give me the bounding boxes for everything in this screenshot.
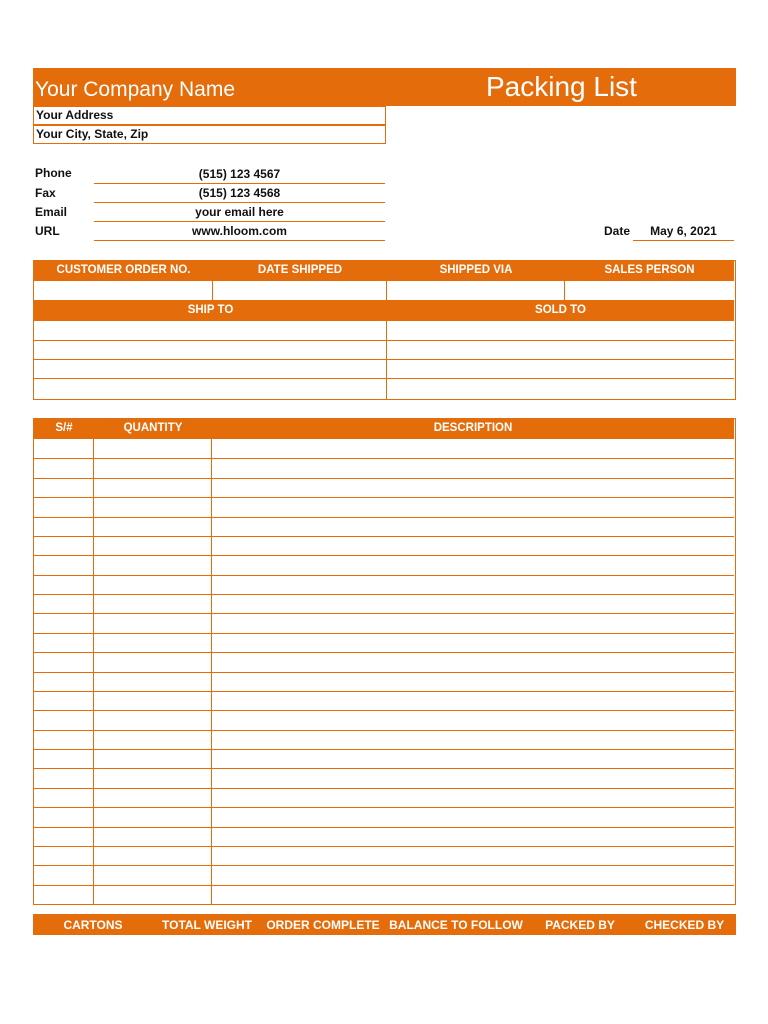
customer-order-no-header: CUSTOMER ORDER NO. xyxy=(56,264,191,276)
table-row[interactable] xyxy=(34,633,734,652)
footer-bar xyxy=(33,914,736,935)
divider xyxy=(212,281,213,300)
table-row[interactable] xyxy=(34,865,734,884)
table-row[interactable] xyxy=(34,594,734,613)
table-row[interactable] xyxy=(34,730,734,749)
row-divider xyxy=(34,749,734,750)
table-row[interactable] xyxy=(34,846,734,865)
row-divider xyxy=(34,865,734,866)
table-row[interactable] xyxy=(34,749,734,768)
fax-label: Fax xyxy=(35,186,56,200)
date-value[interactable]: May 6, 2021 xyxy=(633,223,734,241)
table-row[interactable] xyxy=(34,478,734,497)
cartons-label: CARTONS xyxy=(63,918,123,932)
row-divider xyxy=(34,710,734,711)
order-complete-label: ORDER COMPLETE xyxy=(266,918,380,932)
table-row[interactable] xyxy=(34,575,734,594)
table-row[interactable] xyxy=(34,497,734,516)
table-row[interactable] xyxy=(34,613,734,632)
checked-by-label: CHECKED BY xyxy=(644,918,725,932)
sales-person-header: SALES PERSON xyxy=(604,264,695,276)
date-shipped-field[interactable] xyxy=(213,281,387,300)
row-divider xyxy=(34,497,734,498)
url-label: URL xyxy=(35,224,60,238)
sales-person-field[interactable] xyxy=(565,281,734,300)
table-row[interactable] xyxy=(34,710,734,729)
row-divider xyxy=(34,846,734,847)
phone-label: Phone xyxy=(35,166,72,180)
customer-order-no-field[interactable] xyxy=(34,281,213,300)
divider xyxy=(564,281,565,300)
shipped-via-header: SHIPPED VIA xyxy=(439,264,513,276)
row-divider xyxy=(34,633,734,634)
row-divider xyxy=(34,536,734,537)
balance-to-follow-label: BALANCE TO FOLLOW xyxy=(389,918,523,932)
table-row[interactable] xyxy=(34,788,734,807)
table-row[interactable] xyxy=(34,827,734,846)
divider xyxy=(386,281,387,300)
row-divider xyxy=(34,788,734,789)
quantity-header: QUANTITY xyxy=(123,422,183,434)
sold-to-header: SOLD TO xyxy=(535,304,586,316)
table-row[interactable] xyxy=(34,885,734,904)
items-table xyxy=(33,418,736,905)
row-divider xyxy=(34,652,734,653)
row-divider xyxy=(34,827,734,828)
email-value[interactable]: your email here xyxy=(94,204,385,222)
row-divider xyxy=(34,575,734,576)
document-title: Packing List xyxy=(486,71,637,102)
total-weight-label: TOTAL WEIGHT xyxy=(162,918,252,932)
table-row[interactable] xyxy=(34,536,734,555)
table-row[interactable] xyxy=(34,672,734,691)
ship-to-header: SHIP TO xyxy=(187,304,234,316)
url-value[interactable]: www.hloom.com xyxy=(94,223,385,241)
serial-number-header: S/# xyxy=(55,422,73,434)
order-info-table xyxy=(33,260,736,400)
date-label: Date xyxy=(604,224,631,238)
row-divider xyxy=(34,730,734,731)
date-shipped-header: DATE SHIPPED xyxy=(257,264,343,276)
description-header: DESCRIPTION xyxy=(433,422,513,434)
email-label: Email xyxy=(35,205,68,219)
row-divider xyxy=(34,517,734,518)
row-divider xyxy=(34,555,734,556)
table-row[interactable] xyxy=(34,517,734,536)
row-divider xyxy=(34,594,734,595)
table-row[interactable] xyxy=(34,439,734,458)
sold-to-field[interactable] xyxy=(387,321,734,399)
row-divider xyxy=(34,768,734,769)
address-line-1[interactable]: Your Address xyxy=(33,106,386,125)
address-line-2[interactable]: Your City, State, Zip xyxy=(33,125,386,144)
packed-by-label: PACKED BY xyxy=(545,918,615,932)
table-row[interactable] xyxy=(34,555,734,574)
table-row[interactable] xyxy=(34,458,734,477)
shipped-via-field[interactable] xyxy=(387,281,565,300)
row-divider xyxy=(34,672,734,673)
ship-to-field[interactable] xyxy=(34,321,386,399)
table-row[interactable] xyxy=(34,807,734,826)
table-row[interactable] xyxy=(34,768,734,787)
table-row[interactable] xyxy=(34,652,734,671)
row-divider xyxy=(34,458,734,459)
title-bar xyxy=(33,68,736,106)
table-row[interactable] xyxy=(34,691,734,710)
row-divider xyxy=(34,885,734,886)
row-divider xyxy=(34,691,734,692)
fax-value[interactable]: (515) 123 4568 xyxy=(94,185,385,203)
phone-value[interactable]: (515) 123 4567 xyxy=(94,166,385,184)
row-divider xyxy=(34,807,734,808)
row-divider xyxy=(34,478,734,479)
row-divider xyxy=(34,613,734,614)
company-name: Your Company Name xyxy=(35,78,235,101)
